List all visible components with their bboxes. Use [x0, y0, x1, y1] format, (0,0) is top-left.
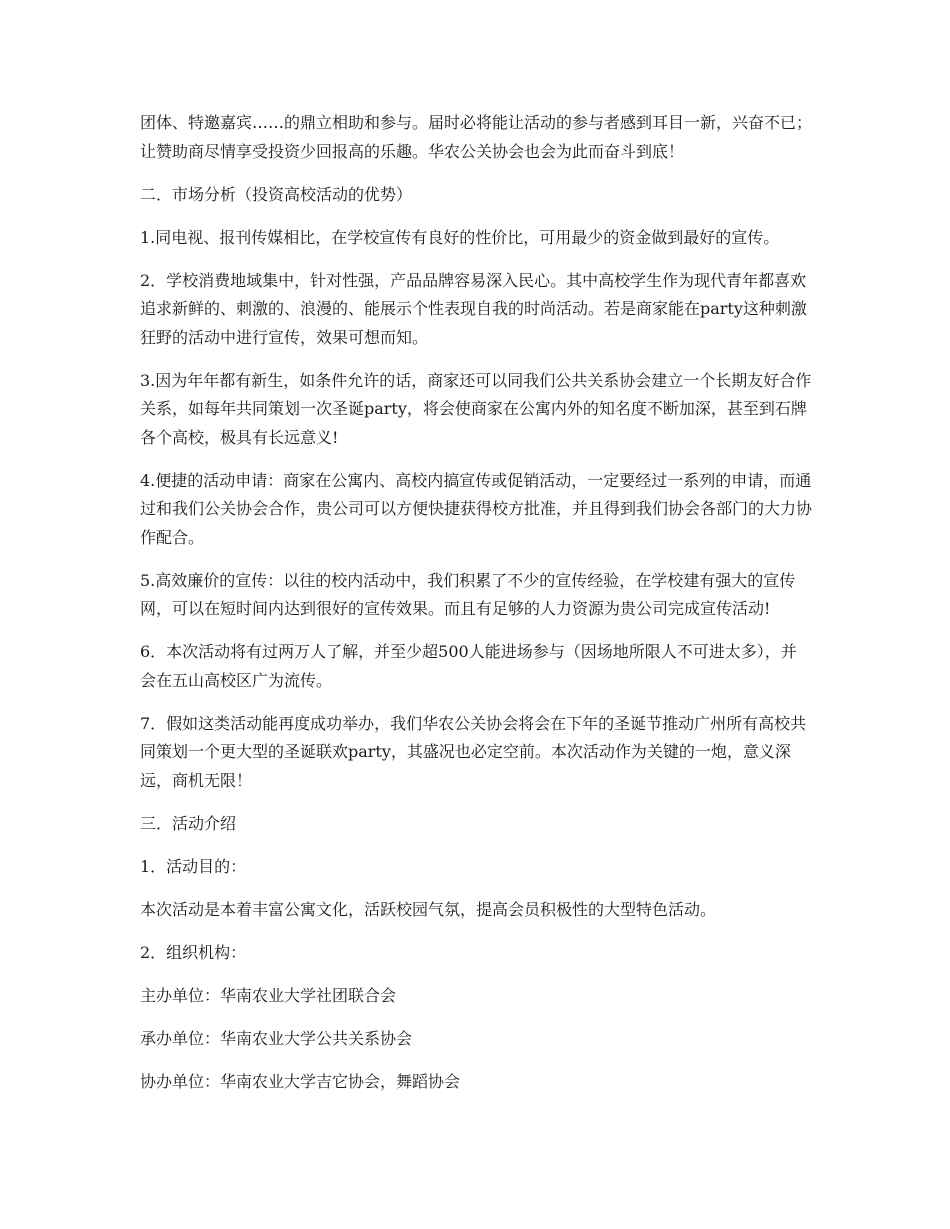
- organizer-host: 主办单位：华南农业大学社团联合会: [140, 985, 397, 1005]
- organizer-co-organizer: 协办单位：华南农业大学吉它协会，舞蹈协会: [140, 1071, 461, 1091]
- subheading-organization: 2．组织机构：: [140, 942, 247, 962]
- subheading-activity-purpose: 1．活动目的：: [140, 856, 247, 876]
- paragraph-activity-purpose: 本次活动是本着丰富公寓文化，活跃校园气氛，提高会员积极性的大型特色活动。: [140, 899, 717, 919]
- paragraph-advantage-6: 6．本次活动将有过两万人了解，并至少超500人能进场参与（因场地所限人不可进太多），并会在五山高校区广为流传。: [140, 642, 797, 690]
- paragraph-sponsor-intro: 团体、特邀嘉宾……的鼎立相助和参与。届时必将能让活动的参与者感到耳目一新，兴奋不已；让赞助商尽情享受投资少回报高的乐趣。华农公关协会也会为此而奋斗到底！: [140, 113, 813, 161]
- paragraph-advantage-7: 7．假如这类活动能再度成功举办，我们华农公关协会将会在下年的圣诞节推动广州所有高校共同策划一个更大型的圣诞联欢party，其盛况也必定空前。本次活动作为关键的一炮，意义深远，商机无限！: [140, 713, 807, 790]
- paragraph-advantage-1: 1.同电视、报刊传媒相比，在学校宣传有良好的性价比，可用最少的资金做到最好的宣传。: [140, 227, 780, 247]
- section-heading-activity-intro: 三．活动介绍: [140, 813, 237, 833]
- organizer-undertaker: 承办单位：华南农业大学公共关系协会: [140, 1028, 413, 1048]
- paragraph-advantage-2: 2．学校消费地域集中，针对性强，产品品牌容易深入民心。其中高校学生作为现代青年都喜欢追求新鲜的、刺激的、浪漫的、能展示个性表现自我的时尚活动。若是商家能在party这种刺激狂野的活动中进行宣传，效果可想而知。: [140, 270, 807, 347]
- paragraph-advantage-3: 3.因为年年都有新生，如条件允许的话，商家还可以同我们公共关系协会建立一个长期友好合作关系，如每年共同策划一次圣诞party，将会使商家在公寓内外的知名度不断加深，甚至到石牌各个高校，极具有长远意义!: [140, 370, 812, 447]
- section-heading-market-analysis: 二．市场分析（投资高校活动的优势）: [140, 184, 413, 204]
- document-body: [140, 109, 812, 1111]
- paragraph-advantage-5: 5.高效廉价的宣传：以往的校内活动中，我们积累了不少的宣传经验，在学校建有强大的宣传网，可以在短时间内达到很好的宣传效果。而且有足够的人力资源为贵公司完成宣传活动!: [140, 570, 796, 618]
- paragraph-advantage-4: 4.便捷的活动申请：商家在公寓内、高校内搞宣传或促销活动，一定要经过一系列的申请，而通过和我们公关协会合作，贵公司可以方便快捷获得校方批准，并且得到我们协会各部门的大力协作配合。: [140, 470, 813, 547]
